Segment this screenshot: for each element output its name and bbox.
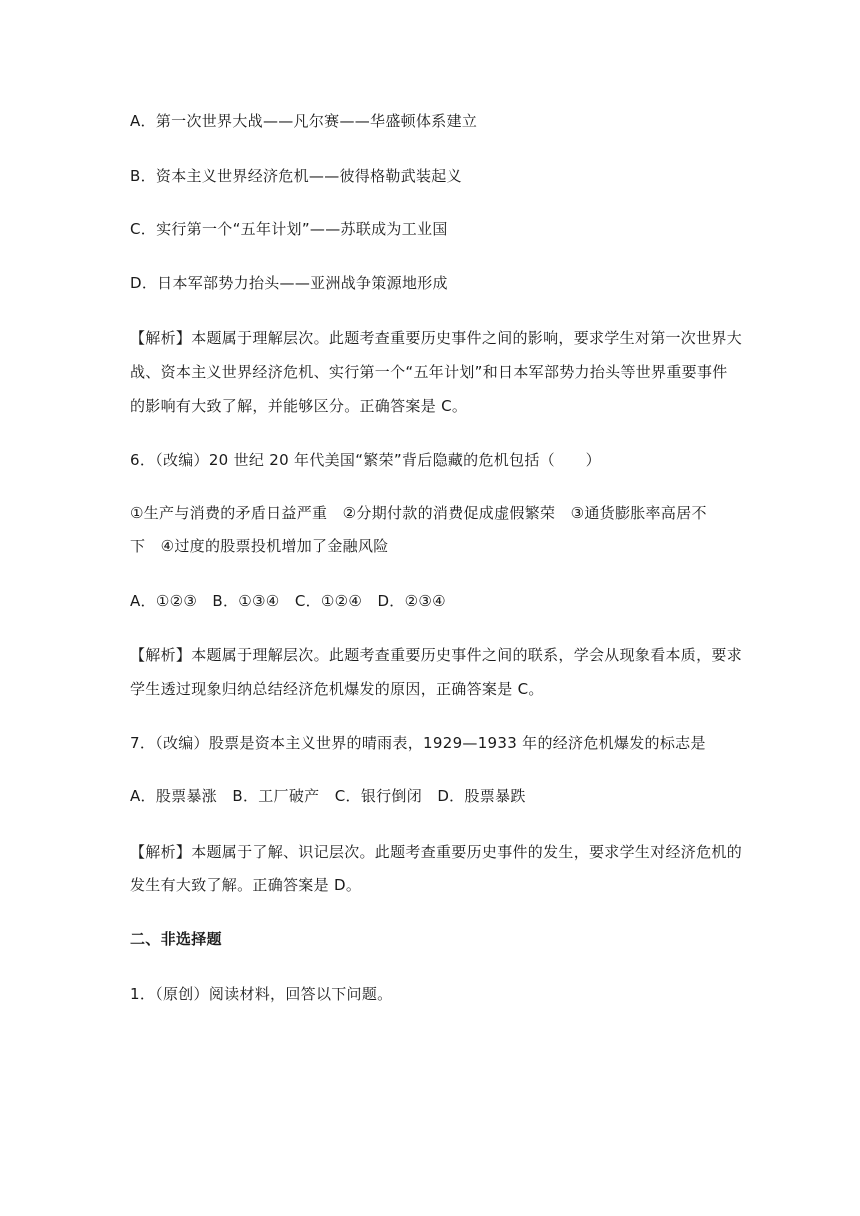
option-b-q5: B．资本主义世界经济危机——彼得格勒武装起义 <box>130 167 462 185</box>
question-6: 6．（改编）20 世纪 20 年代美国“繁荣”背后隐藏的危机包括（ ） <box>130 451 601 469</box>
question-7-options: A．股票暴涨 B．工厂破产 C．银行倒闭 D．股票暴跌 <box>130 787 526 805</box>
analysis-q5-line2: 战、资本主义世界经济危机、实行第一个“五年计划”和日本军部势力抬头等世界重要事件 <box>130 363 728 381</box>
analysis-q6-line2: 学生透过现象归纳总结经济危机爆发的原因，正确答案是 C。 <box>130 680 544 698</box>
question-6-items-line1: ①生产与消费的矛盾日益严重 ②分期付款的消费促成虚假繁荣 ③通货膨胀率高居不 <box>130 504 707 522</box>
analysis-q5-line1: 【解析】本题属于理解层次。此题考查重要历史事件之间的影响，要求学生对第一次世界大 <box>130 329 743 347</box>
question-6-items-line2: 下 ④过度的股票投机增加了金融风险 <box>130 537 389 555</box>
option-d-q5: D．日本军部势力抬头——亚洲战争策源地形成 <box>130 274 448 292</box>
option-a-q5: A．第一次世界大战——凡尔赛——华盛顿体系建立 <box>130 112 478 130</box>
analysis-q7-line1: 【解析】本题属于了解、识记层次。此题考查重要历史事件的发生，要求学生对经济危机的 <box>130 843 743 861</box>
section-heading-non-choice: 二、非选择题 <box>130 930 222 948</box>
analysis-q6-line1: 【解析】本题属于理解层次。此题考查重要历史事件之间的联系，学会从现象看本质，要求 <box>130 646 743 664</box>
analysis-q7-line2: 发生有大致了解。正确答案是 D。 <box>130 876 362 894</box>
analysis-q5-line3: 的影响有大致了解，并能够区分。正确答案是 C。 <box>130 397 468 415</box>
question-7: 7．（改编）股票是资本主义世界的晴雨表，1929—1933 年的经济危机爆发的标志是 <box>130 734 706 752</box>
question-non-choice-1: 1．（原创）阅读材料，回答以下问题。 <box>130 985 393 1003</box>
option-c-q5: C．实行第一个“五年计划”——苏联成为工业国 <box>130 220 448 238</box>
question-6-options: A．①②③ B．①③④ C．①②④ D．②③④ <box>130 592 446 610</box>
